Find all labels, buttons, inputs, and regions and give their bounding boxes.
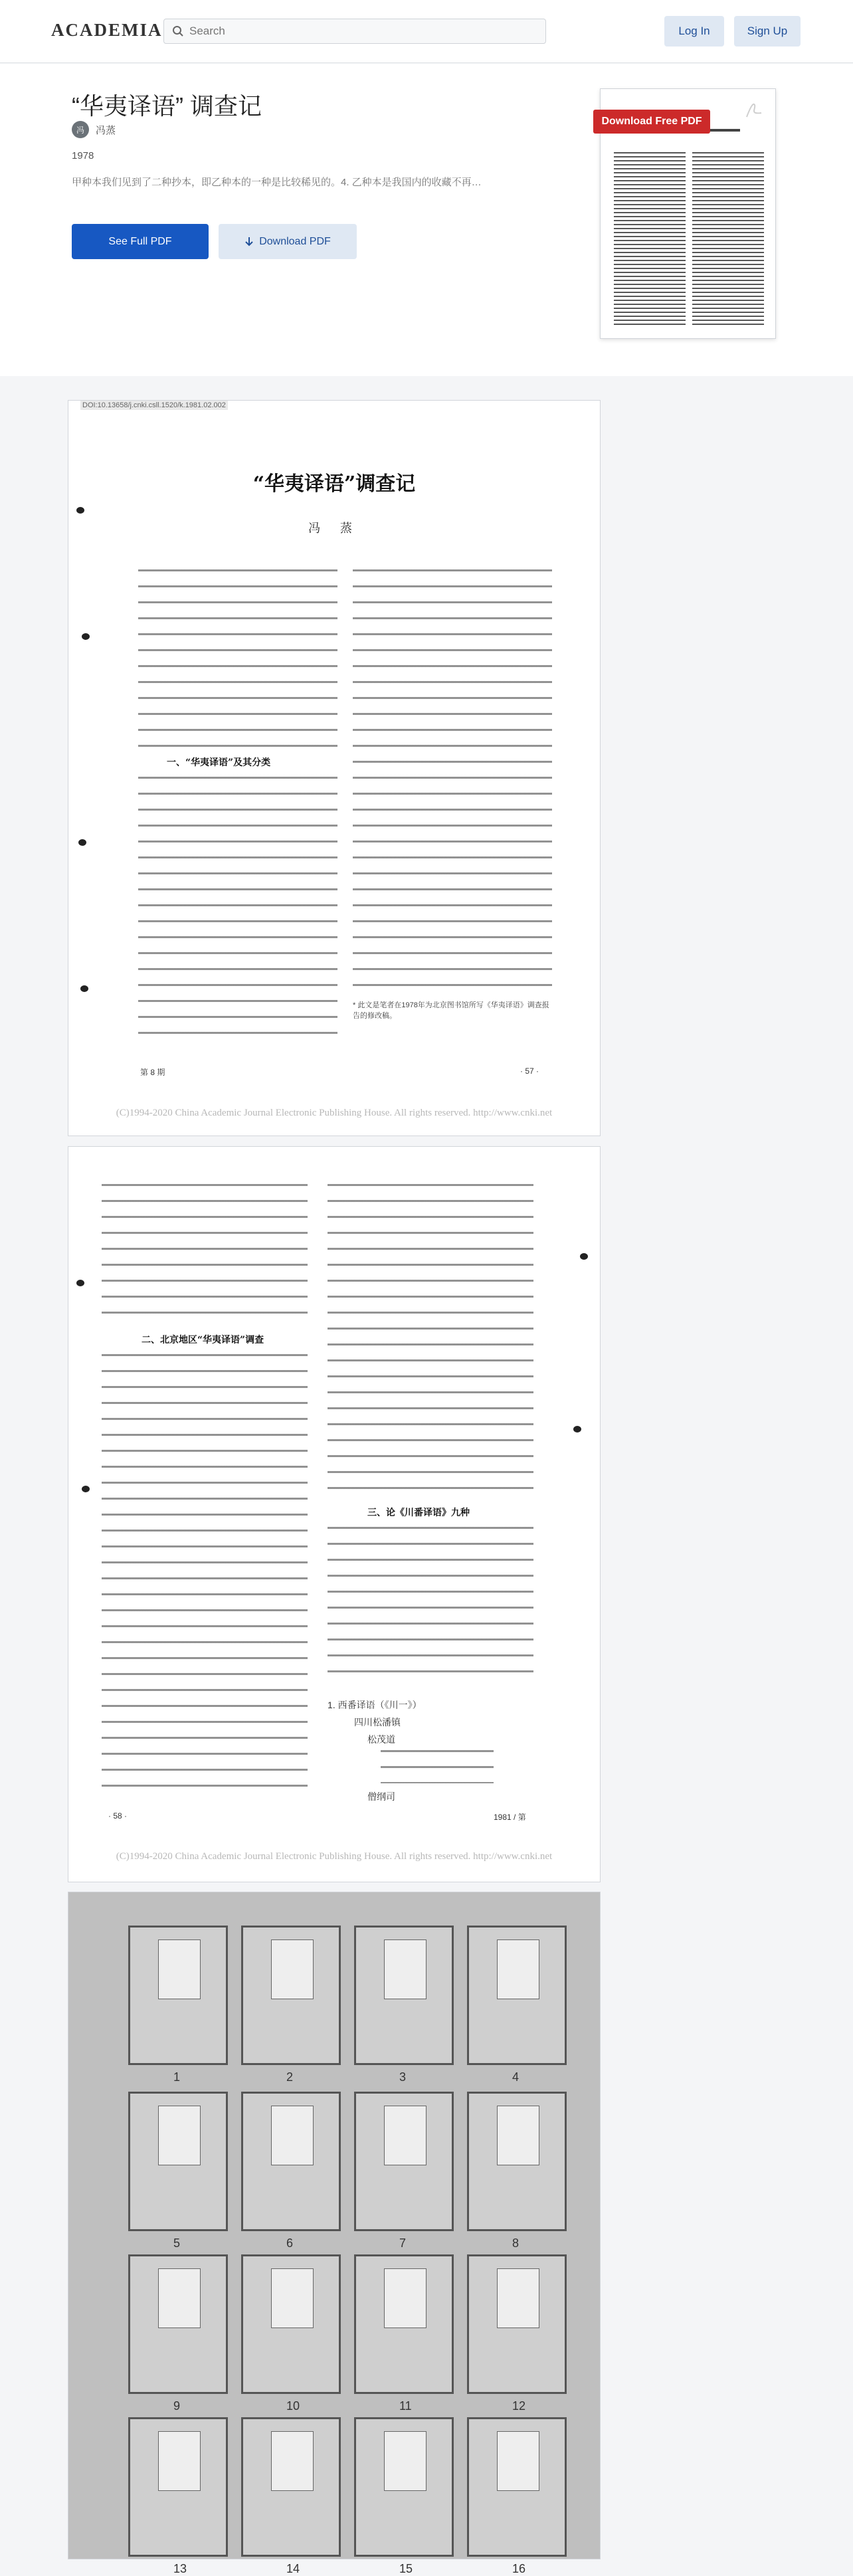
manuscript-card [241,1926,341,2065]
plate-number: 6 [286,2236,294,2250]
scan-speck [78,839,86,846]
thumb-text-right [692,152,764,325]
download-pdf-button[interactable] [219,224,357,259]
manuscript-label [497,1939,539,1999]
plate-number: 12 [512,2399,526,2413]
page-folio-left: · 58 · [108,1811,128,1821]
scan-speck [580,1253,588,1260]
plate-number: 16 [512,2562,526,2575]
manuscript-card [467,2254,567,2394]
manuscript-card [128,2417,228,2557]
manuscript-card [241,2254,341,2394]
author-row[interactable] [72,121,116,138]
author-avatar[interactable]: 冯 [72,121,89,138]
plate-number: 1 [173,2070,181,2084]
manuscript-label [497,2268,539,2328]
article-author: 冯 蒸 [308,522,360,536]
pdf-page-1 [68,400,601,1136]
page-doi: DOI:10.13658/j.cnki.csll.1520/k.1981.02.002 [80,401,228,410]
text-column-left-top [102,1184,308,1324]
manuscript-card [467,2092,567,2231]
text-column-left-bottom [138,777,337,1042]
plate-number: 8 [512,2236,520,2250]
scan-speck [76,507,84,514]
manuscript-card [354,1926,454,2065]
manuscript-label [497,2431,539,2491]
signup-button[interactable]: Sign Up [734,16,801,47]
text-column-left-bottom [102,1354,308,1799]
paper-abstract: 甲种本我们见到了二种抄本，即乙种本的一种是比较稀见的。4. 乙种本是我国内的收藏不再… [72,177,482,188]
manuscript-label [158,2431,201,2491]
article-title: “华夷译语”调查记 [252,472,416,496]
academia-logo[interactable]: ACADEMIA [51,20,163,40]
plate-number: 10 [286,2399,300,2413]
plate-number: 13 [173,2562,187,2575]
list-subitem: 松茂道 [367,1734,395,1745]
manuscript-card [354,2417,454,2557]
plate-number: 7 [399,2236,407,2250]
manuscript-label [271,2106,314,2165]
manuscript-label [384,2431,427,2491]
download-arrow-icon [244,237,254,247]
manuscript-label [271,2431,314,2491]
see-full-pdf-button[interactable]: See Full PDF [72,224,209,259]
plate-number: 11 [399,2399,412,2413]
page-folio-left: 第 8 期 [140,1068,165,1077]
manuscript-card [241,2092,341,2231]
cnki-copyright: (C)1994-2020 China Academic Journal Electronic Publishing House. All rights reserved. http://www.cnki.net [116,1851,553,1862]
manuscript-label [384,2268,427,2328]
manuscript-card [128,2254,228,2394]
manuscript-label [158,2268,201,2328]
plate-number: 14 [286,2562,300,2575]
plate-number: 5 [173,2236,181,2250]
pdf-page-2 [68,1146,601,1882]
search-icon [172,25,184,37]
section-heading-3: 三、论《川番译语》九种 [367,1508,470,1518]
search-box[interactable] [163,19,546,44]
plate-number: 2 [286,2070,294,2084]
pdf-page-3 [68,1892,601,2575]
manuscript-label [271,1939,314,1999]
download-pdf-label: Download PDF [259,235,331,247]
manuscript-card [354,2254,454,2394]
text-column-right-top [328,1184,533,1496]
list-subitem: 僧纲司 [367,1791,395,1802]
list-subitem: 四川松潘镇 [354,1717,401,1728]
download-free-pdf-badge[interactable]: Download Free PDF [593,110,710,134]
manuscript-label [158,1939,201,1999]
login-button[interactable]: Log In [664,16,724,47]
manuscript-label [497,2106,539,2165]
plate-number: 3 [399,2070,407,2084]
manuscript-label [384,2106,427,2165]
section-heading-2: 二、北京地区“华夷译语”调查 [142,1335,264,1345]
author-name[interactable]: 冯蒸 [96,124,116,136]
text-column-right [353,569,552,995]
pdf-icon [744,100,764,121]
list-subitem-text [381,1750,494,1783]
scan-speck [82,633,90,640]
top-nav-bar [0,0,853,63]
manuscript-card [467,2417,567,2557]
page-folio-right: · 57 · [520,1066,539,1076]
page-folio-right: 1981 / 第 [494,1813,526,1822]
scan-speck [82,1486,90,1492]
manuscript-label [158,2106,201,2165]
manuscript-card [467,1926,567,2065]
plate-number: 9 [173,2399,181,2413]
text-column-right-bottom [328,1527,533,1680]
manuscript-card [128,2092,228,2231]
manuscript-card [354,2092,454,2231]
manuscript-card [241,2417,341,2557]
publication-year: 1978 [72,150,94,161]
article-footnote: * 此文是笔者在1978年为北京图书馆所写《华夷译语》调查报告的修改稿。 [353,1001,549,1020]
manuscript-label [384,1939,427,1999]
plate-number: 15 [399,2562,413,2575]
manuscript-label [271,2268,314,2328]
paper-title: “华夷译语” 调查记 [72,92,262,120]
text-column-left-top [138,569,337,749]
section-heading-1: 一、“华夷译语”及其分类 [167,757,271,768]
scan-speck [76,1280,84,1286]
search-input[interactable] [189,25,535,38]
cnki-copyright: (C)1994-2020 China Academic Journal Electronic Publishing House. All rights reserved. http://www.cnki.net [116,1108,553,1118]
manuscript-card [128,1926,228,2065]
scan-speck [80,985,88,992]
plate-number: 4 [512,2070,520,2084]
list-item-title: 1. 西番译语（《川一》） [328,1700,422,1710]
thumb-text-left [614,152,686,325]
scan-speck [573,1426,581,1433]
